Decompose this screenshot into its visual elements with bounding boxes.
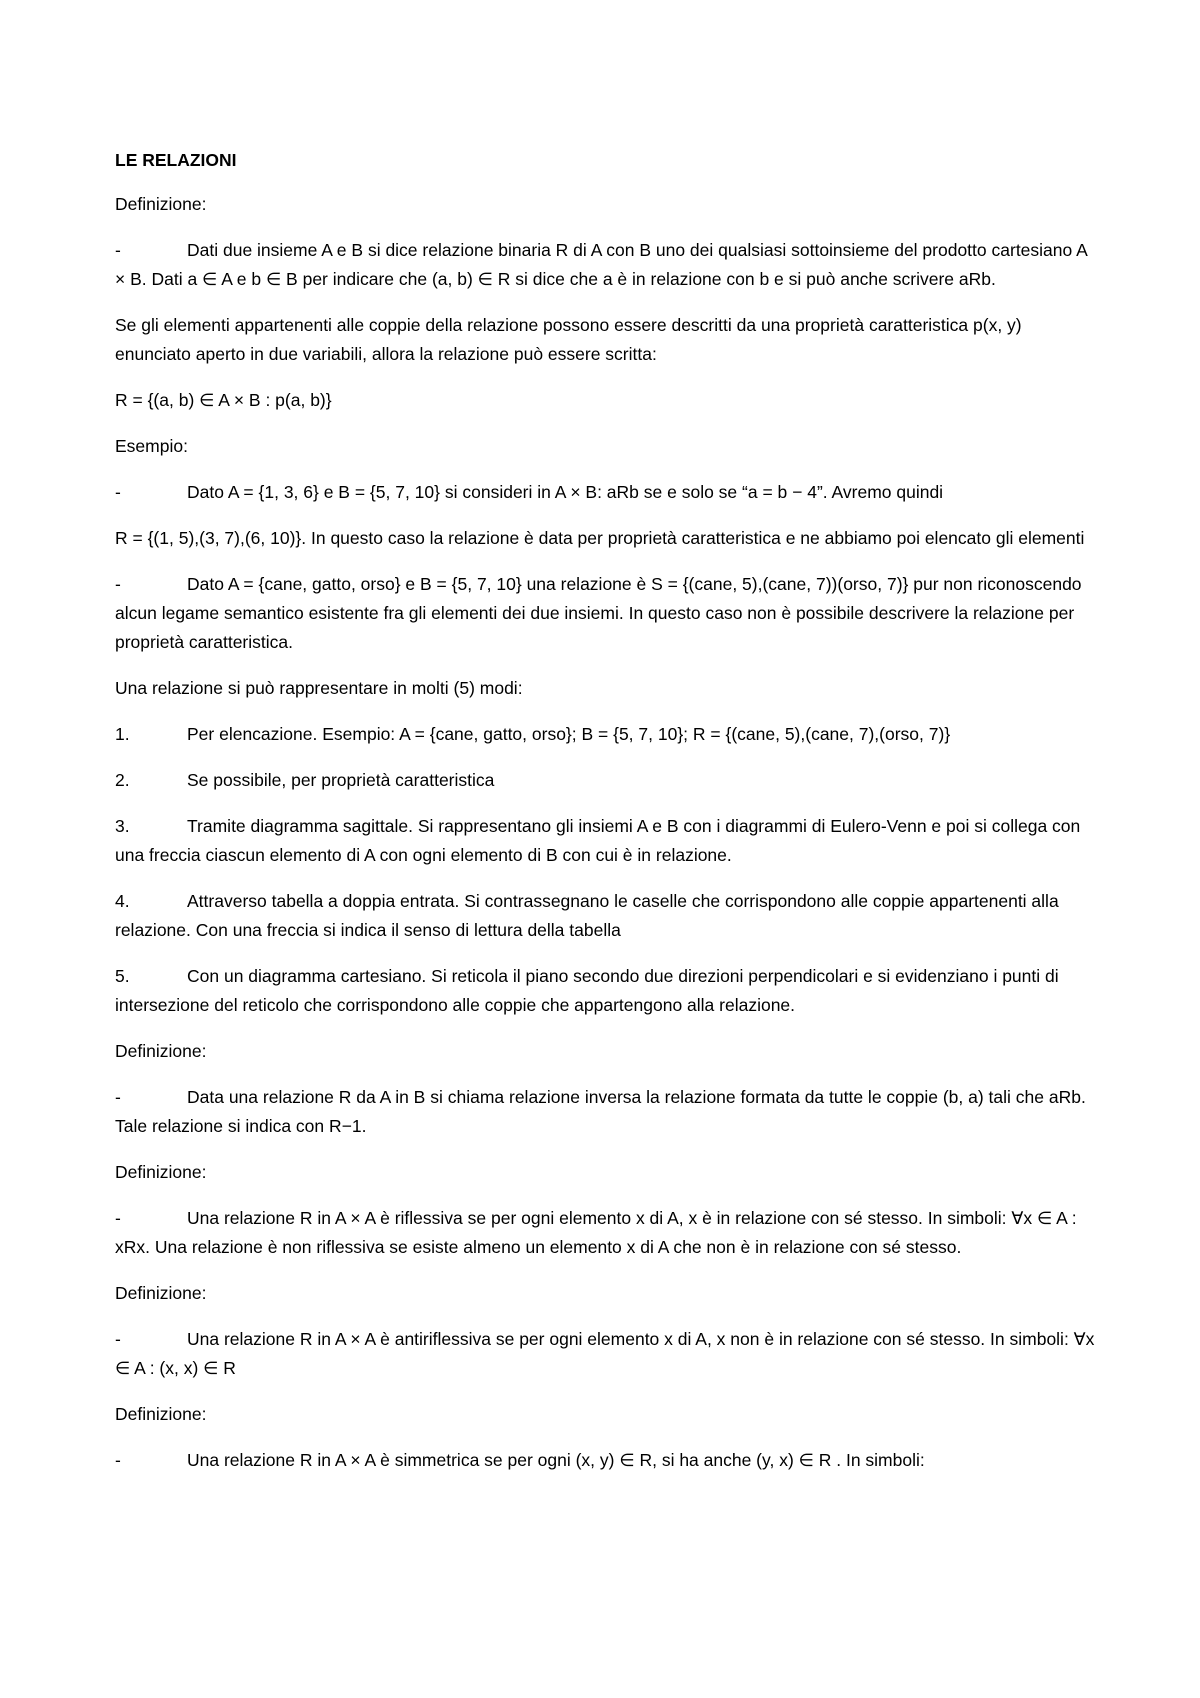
paragraph: Una relazione si può rappresentare in molti (5) modi: — [115, 678, 523, 698]
list-marker: 2. — [115, 770, 130, 790]
paragraph: Se gli elementi appartenenti alle coppie della relazione possono essere descritti da una proprietà caratteristica p(x, y) enunciato aperto in due variabili, allora la relazione può essere scritta: — [115, 315, 1022, 364]
list-marker: - — [115, 574, 121, 594]
item-text: Se possibile, per proprietà caratteristica — [187, 770, 495, 790]
numbered-item — [115, 887, 1095, 945]
paragraph: R = {(1, 5),(3, 7),(6, 10)}. In questo caso la relazione è data per proprietà caratteristica e ne abbiamo poi elencato gli elementi — [115, 528, 1085, 548]
item-text: Una relazione R in A × A è simmetrica se per ogni (x, y) ∈ R, si ha anche (y, x) ∈ R . In simboli: — [187, 1450, 925, 1470]
formula-line: R = {(a, b) ∈ A × B : p(a, b)} — [115, 390, 332, 410]
list-marker: 3. — [115, 816, 130, 836]
numbered-item — [115, 812, 1095, 870]
definition-heading: Definizione: — [115, 1404, 207, 1424]
numbered-item — [115, 720, 1095, 749]
list-marker: - — [115, 482, 121, 502]
definition-item — [115, 1204, 1095, 1262]
definition-item — [115, 1083, 1095, 1141]
numbered-item — [115, 766, 1095, 795]
list-marker: - — [115, 1087, 121, 1107]
example-item — [115, 570, 1095, 657]
item-text: Dato A = {cane, gatto, orso} e B = {5, 7, 10} una relazione è S = {(cane, 5),(cane, 7))(orso, 7)} pur non riconoscendo alcun legame semantico esistente fra gli elementi dei due insiemi. In questo caso non è possibile descrivere la relazione per proprietà caratteristica. — [115, 574, 1082, 652]
item-text: Per elencazione. Esempio: A = {cane, gatto, orso}; B = {5, 7, 10}; R = {(cane, 5),(cane, 7),(orso, 7)} — [187, 724, 951, 744]
definition-heading: Definizione: — [115, 1162, 207, 1182]
definition-item — [115, 1325, 1095, 1383]
numbered-item — [115, 962, 1095, 1020]
definition-heading: Definizione: — [115, 194, 207, 214]
item-text: Una relazione R in A × A è riflessiva se per ogni elemento x di A, x è in relazione con sé stesso. In simboli: ∀x ∈ A : xRx. Una relazione è non riflessiva se esiste almeno un elemento x di A che non è in relazione con sé stesso. — [115, 1208, 1077, 1257]
list-marker: 5. — [115, 966, 130, 986]
item-text: Dato A = {1, 3, 6} e B = {5, 7, 10} si consideri in A × B: aRb se e solo se “a = b − 4”. Avremo quindi — [187, 482, 944, 502]
item-text: Data una relazione R da A in B si chiama relazione inversa la relazione formata da tutte le coppie (b, a) tali che aRb. Tale relazione si indica con R−1. — [115, 1087, 1086, 1136]
definition-heading: Definizione: — [115, 1283, 207, 1303]
document-title: LE RELAZIONI — [115, 150, 237, 170]
list-marker: - — [115, 1208, 121, 1228]
item-text: Dati due insieme A e B si dice relazione binaria R di A con B uno dei qualsiasi sottoinsieme del prodotto cartesiano A × B. Dati a ∈ A e b ∈ B per indicare che (a, b) ∈ R si dice che a è in relazione con b e si può anche scrivere aRb. — [115, 240, 1087, 289]
item-text: Una relazione R in A × A è antiriflessiva se per ogni elemento x di A, x non è in relazione con sé stesso. In simboli: ∀x ∈ A : (x, x) ∈ R — [115, 1329, 1095, 1378]
document-body — [115, 146, 1095, 1492]
definition-item — [115, 236, 1095, 294]
item-text: Con un diagramma cartesiano. Si reticola il piano secondo due direzioni perpendicolari e si evidenziano i punti di intersezione del reticolo che corrispondono alle coppie che appartengono alla relazione. — [115, 966, 1059, 1015]
example-heading: Esempio: — [115, 436, 188, 456]
item-text: Tramite diagramma sagittale. Si rappresentano gli insiemi A e B con i diagrammi di Eulero-Venn e poi si collega con una freccia ciascun elemento di A con ogni elemento di B con cui è in relazione. — [115, 816, 1081, 865]
definition-item — [115, 1446, 1095, 1475]
example-item — [115, 478, 1095, 507]
item-text: Attraverso tabella a doppia entrata. Si contrassegnano le caselle che corrispondono alle coppie appartenenti alla relazione. Con una freccia si indica il senso di lettura della tabella — [115, 891, 1059, 940]
list-marker: 1. — [115, 724, 130, 744]
definition-heading: Definizione: — [115, 1041, 207, 1061]
list-marker: 4. — [115, 891, 130, 911]
list-marker: - — [115, 1450, 121, 1470]
list-marker: - — [115, 1329, 121, 1349]
list-marker: - — [115, 240, 121, 260]
